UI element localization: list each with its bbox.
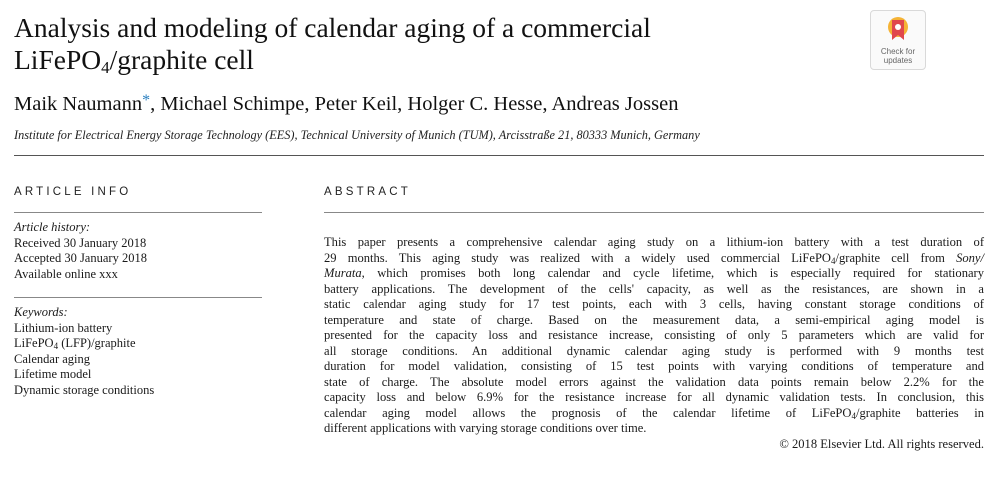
abstract-line: capacity loss and below 6.9% for the resistance increase for all dynamic validation tests. In conclusion, this — [324, 390, 984, 404]
available-online: Available online xxx — [14, 266, 118, 281]
header-divider — [14, 155, 984, 156]
affiliation: Institute for Electrical Energy Storage Technology (EES), Technical University of Munich (TUM), Arcisstraße 21, 80333 Munich, Germany — [14, 128, 700, 142]
abstract-italic: Sony/ — [956, 250, 984, 265]
keyword-subscript: 4 — [53, 341, 59, 352]
check-for-updates-badge[interactable] — [870, 10, 926, 70]
accepted-date: Accepted 30 January 2018 — [14, 251, 147, 266]
first-author[interactable]: Maik Naumann — [14, 93, 143, 115]
abstract-line: different applications with varying storage conditions over time. — [324, 421, 647, 435]
abstract-line: battery applications. The development of the cells' capacity, as well as the resistances, are shown in a — [324, 281, 984, 296]
abstract-subscript: 4 — [831, 255, 836, 266]
abstract-line: This paper presents a comprehensive calendar aging study on a lithium-ion battery with a test duration of — [324, 235, 984, 249]
abstract-text: /graphite cell from — [835, 250, 957, 265]
bookmark-ribbon-icon — [886, 16, 910, 46]
title-line-2 — [14, 44, 854, 84]
keywords-label: Keywords: — [14, 305, 68, 319]
title-formula: LiFePO — [14, 44, 102, 75]
corresponding-author-star[interactable]: * — [142, 92, 151, 109]
abstract-line: all storage conditions. An additional dynamic calendar aging study is performed with 9 months test — [324, 343, 984, 358]
abstract-italic: Murata — [324, 266, 362, 280]
abstract-divider — [324, 212, 984, 213]
abstract-text: , which promises both long calendar and cycle lifetime, which is especially required for stationary — [361, 266, 984, 280]
history-label: Article history: — [14, 220, 91, 234]
article-history — [14, 220, 264, 282]
title-subscript: 4 — [101, 58, 110, 77]
other-authors: , Michael Schimpe, Peter Keil, Holger C. Hesse, Andreas Jossen — [150, 93, 679, 115]
keywords-divider — [14, 297, 262, 298]
received-date: Received 30 January 2018 — [14, 235, 147, 250]
article-info-heading: ARTICLE INFO — [14, 186, 132, 198]
keyword-lfp-rest: (LFP)/graphite — [61, 336, 136, 351]
title-line-1: Analysis and modeling of calendar aging of a commercial — [14, 12, 651, 43]
abstract-text: /graphite batteries in — [855, 405, 984, 420]
abstract-line — [324, 406, 984, 422]
keywords — [14, 305, 264, 399]
keyword-item: Dynamic storage conditions — [14, 382, 155, 397]
abstract-subscript: 4 — [851, 410, 856, 421]
abstract-line — [324, 266, 984, 282]
badge-line-2: updates — [883, 56, 913, 65]
keyword-item: Lithium-ion battery — [14, 320, 113, 335]
keyword-formula: LiFePO — [14, 336, 54, 351]
author-list — [14, 92, 678, 116]
abstract-text: calendar aging model allows the prognosis of the calendar lifetime of LiFePO — [324, 405, 852, 420]
abstract-line: temperature and state of charge. Based on the measurement data, a semi-empirical aging model is — [324, 312, 984, 327]
badge-line-1: Check for — [880, 47, 916, 56]
abstract-heading: ABSTRACT — [324, 186, 411, 198]
article-title — [14, 12, 854, 84]
abstract-line: static calendar aging study for 17 test points, each with 3 cells, having constant storage conditions of — [324, 297, 984, 311]
abstract-line: presented for the capacity loss and resistance increase, consisting of only 5 parameters which are valid for — [324, 328, 984, 342]
abstract-line — [324, 251, 984, 267]
keyword-item: Calendar aging — [14, 351, 91, 366]
abstract-line: state of charge. The absolute model errors against the validation data points remain below 2.2% for the — [324, 374, 984, 389]
abstract-line: duration for model validation, consisting of 15 test points with varying conditions of temperature and — [324, 359, 984, 373]
copyright-notice: © 2018 Elsevier Ltd. All rights reserved. — [779, 436, 984, 451]
abstract-body — [324, 235, 984, 452]
keyword-item: Lifetime model — [14, 367, 92, 382]
keyword-item-lfp — [14, 336, 264, 352]
title-suffix: /graphite cell — [109, 44, 254, 75]
article-info-divider — [14, 212, 262, 213]
abstract-text: 29 months. This aging study was realized with a widely used commercial LiFePO — [324, 250, 831, 265]
